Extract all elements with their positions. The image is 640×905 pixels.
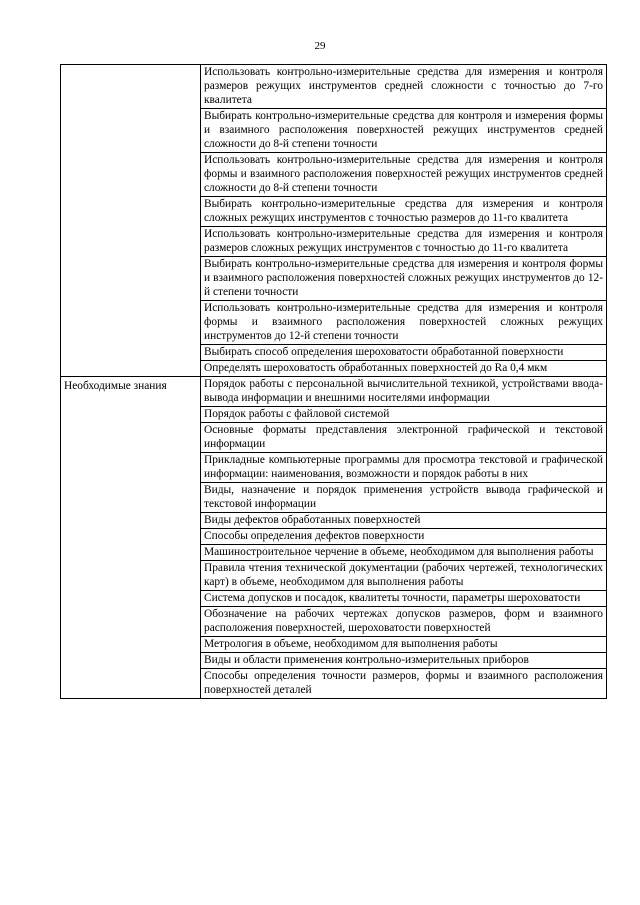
requirement-cell: Способы определения дефектов поверхности xyxy=(201,529,607,545)
requirement-cell: Определять шероховатость обработанных поверхностей до Ra 0,4 мкм xyxy=(201,361,607,377)
section-label-required-knowledge: Необходимые знания xyxy=(61,377,201,699)
requirement-cell: Виды дефектов обработанных поверхностей xyxy=(201,513,607,529)
skills-table-body xyxy=(61,65,607,699)
requirement-cell: Обозначение на рабочих чертежах допусков размеров, форм и взаимного расположения поверхностей, шероховатости поверхностей xyxy=(201,607,607,637)
skills-table xyxy=(60,64,607,699)
requirement-cell: Использовать контрольно-измерительные средства для измерения и контроля размеров режущих инструментов средней сложности с точностью до 7-го квалитета xyxy=(201,65,607,109)
requirement-cell: Правила чтения технической документации (рабочих чертежей, технологических карт) в объеме, необходимом для выполнения работы xyxy=(201,561,607,591)
requirement-cell: Способы определения точности размеров, формы и взаимного расположения поверхностей деталей xyxy=(201,669,607,699)
requirement-cell: Система допусков и посадок, квалитеты точности, параметры шероховатости xyxy=(201,591,607,607)
section-label-cell xyxy=(61,65,201,377)
requirement-cell: Выбирать контрольно-измерительные средства для измерения и контроля сложных режущих инструментов с точностью размеров до 11-го квалитета xyxy=(201,197,607,227)
requirement-cell: Метрология в объеме, необходимом для выполнения работы xyxy=(201,637,607,653)
requirement-cell: Выбирать способ определения шероховатости обработанной поверхности xyxy=(201,345,607,361)
requirement-cell: Виды и области применения контрольно-измерительных приборов xyxy=(201,653,607,669)
requirement-cell: Порядок работы с персональной вычислительной техникой, устройствами ввода-вывода информации и внешними носителями информации xyxy=(201,377,607,407)
requirement-cell: Выбирать контрольно-измерительные средства для контроля и измерения формы и взаимного расположения поверхностей режущих инструментов средней сложности до 8-й степени точности xyxy=(201,109,607,153)
requirement-cell: Виды, назначение и порядок применения устройств вывода графической и текстовой информации xyxy=(201,483,607,513)
requirement-cell: Использовать контрольно-измерительные средства для измерения и контроля размеров сложных режущих инструментов с точностью до 11-го квалитета xyxy=(201,227,607,257)
requirement-cell: Прикладные компьютерные программы для просмотра текстовой и графической информации: наименования, возможности и порядок работы в них xyxy=(201,453,607,483)
requirement-cell: Порядок работы с файловой системой xyxy=(201,407,607,423)
table-row xyxy=(61,65,607,109)
requirement-cell: Машиностроительное черчение в объеме, необходимом для выполнения работы xyxy=(201,545,607,561)
page-number: 29 xyxy=(314,40,326,52)
requirement-cell: Выбирать контрольно-измерительные средства для измерения и контроля формы и взаимного расположения поверхностей сложных режущих инструментов до 12-й степени точности xyxy=(201,257,607,301)
table-row xyxy=(61,377,607,407)
requirement-cell: Использовать контрольно-измерительные средства для измерения и контроля формы и взаимного расположения поверхностей режущих инструментов средней сложности до 8-й степени точности xyxy=(201,153,607,197)
requirement-cell: Основные форматы представления электронной графической и текстовой информации xyxy=(201,423,607,453)
requirement-cell: Использовать контрольно-измерительные средства для измерения и контроля формы и взаимного расположения поверхностей сложных режущих инструментов до 12-й степени точности xyxy=(201,301,607,345)
